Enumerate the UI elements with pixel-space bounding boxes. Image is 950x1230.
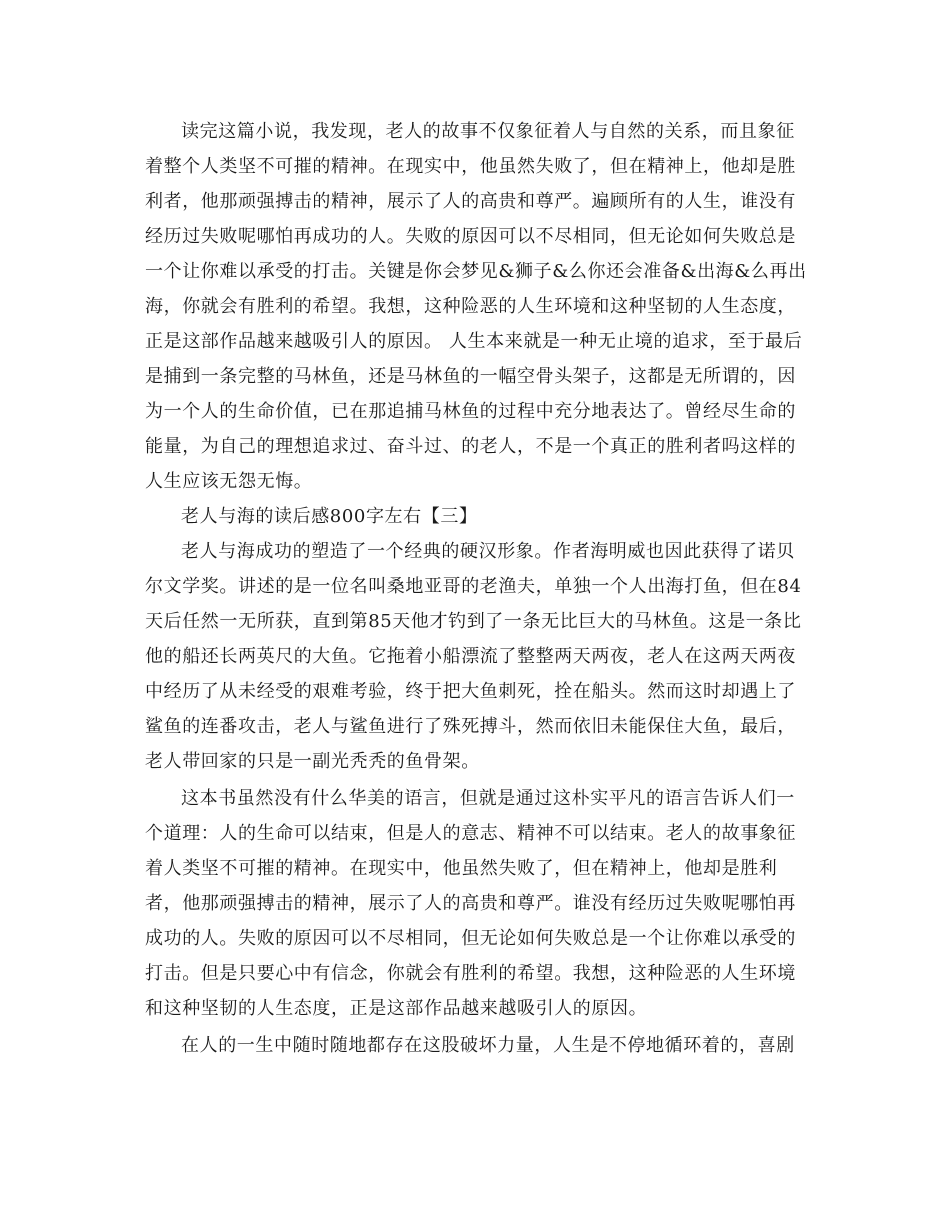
text-line: 海，你就会有胜利的希望。我想，这种险恶的人生环境和这种坚韧的人生态度， [145, 296, 796, 317]
text-line: 是捕到一条完整的马林鱼，还是马林鱼的一幅空骨头架子，这都是无所谓的，因 [145, 366, 796, 387]
text-line: 一个让你难以承受的打击。关键是你会梦见&狮子&么你还会准备&出海&么再出 [145, 261, 807, 282]
text-line: 老人与海成功的塑造了一个经典的硬汉形象。作者海明威也因此获得了诺贝 [181, 541, 795, 562]
text-line: 人生应该无怨无悔。 [145, 471, 313, 492]
text-line: 着整个人类坚不可摧的精神。在现实中，他虽然失败了，但在精神上，他却是胜 [145, 156, 796, 177]
text-line: 正是这部作品越来越吸引人的原因。 人生本来就是一种无止境的追求，至于最后 [145, 331, 803, 352]
text-line: 和这种坚韧的人生态度，正是这部作品越来越吸引人的原因。 [145, 998, 648, 1019]
text-line: 个道理：人的生命可以结束，但是人的意志、精神不可以结束。老人的故事象征 [145, 823, 796, 844]
text-line: 在人的一生中随时随地都存在这股破坏力量，人生是不停地循环着的，喜剧 [181, 1035, 795, 1056]
text-line: 尔文学奖。讲述的是一位名叫桑地亚哥的老渔夫，单独一个人出海打鱼，但在84 [145, 576, 802, 597]
text-line: 能量，为自己的理想追求过、奋斗过、的老人，不是一个真正的胜利者吗这样的 [145, 436, 796, 457]
text-line: 打击。但是只要心中有信念，你就会有胜利的希望。我想，这种险恶的人生环境 [145, 963, 796, 984]
text-line: 为一个人的生命价值，已在那追捕马林鱼的过程中充分地表达了。曾经尽生命的 [145, 401, 796, 422]
text-line: 读完这篇小说，我发现，老人的故事不仅象征着人与自然的关系，而且象征 [181, 121, 795, 142]
text-line: 者，他那顽强搏击的精神，展示了人的高贵和尊严。谁没有经历过失败呢哪怕再 [145, 893, 796, 914]
text-line: 着人类坚不可摧的精神。在现实中，他虽然失败了，但在精神上，他却是胜利 [145, 858, 778, 879]
text-line: 经历过失败呢哪怕再成功的人。失败的原因可以不尽相同，但无论如何失败总是 [145, 226, 796, 247]
section-heading: 老人与海的读后感800字左右【三】 [181, 506, 478, 527]
text-line: 老人带回家的只是一副光秃秃的鱼骨架。 [145, 751, 480, 772]
text-line: 利者，他那顽强搏击的精神，展示了人的高贵和尊严。遍顾所有的人生，谁没有 [145, 191, 796, 212]
text-line: 鲨鱼的连番攻击，老人与鲨鱼进行了殊死搏斗，然而依旧未能保住大鱼，最后， [145, 716, 796, 737]
text-line: 这本书虽然没有什么华美的语言，但就是通过这朴实平凡的语言告诉人们一 [181, 788, 795, 809]
text-line: 中经历了从未经受的艰难考验，终于把大鱼刺死，拴在船头。然而这时却遇上了 [145, 681, 796, 702]
text-line: 天后任然一无所获，直到第85天他才钓到了一条无比巨大的马林鱼。这是一条比 [145, 611, 802, 632]
text-line: 成功的人。失败的原因可以不尽相同，但无论如何失败总是一个让你难以承受的 [145, 928, 796, 949]
text-line: 他的船还长两英尺的大鱼。它拖着小船漂流了整整两天两夜，老人在这两天两夜 [145, 646, 796, 667]
